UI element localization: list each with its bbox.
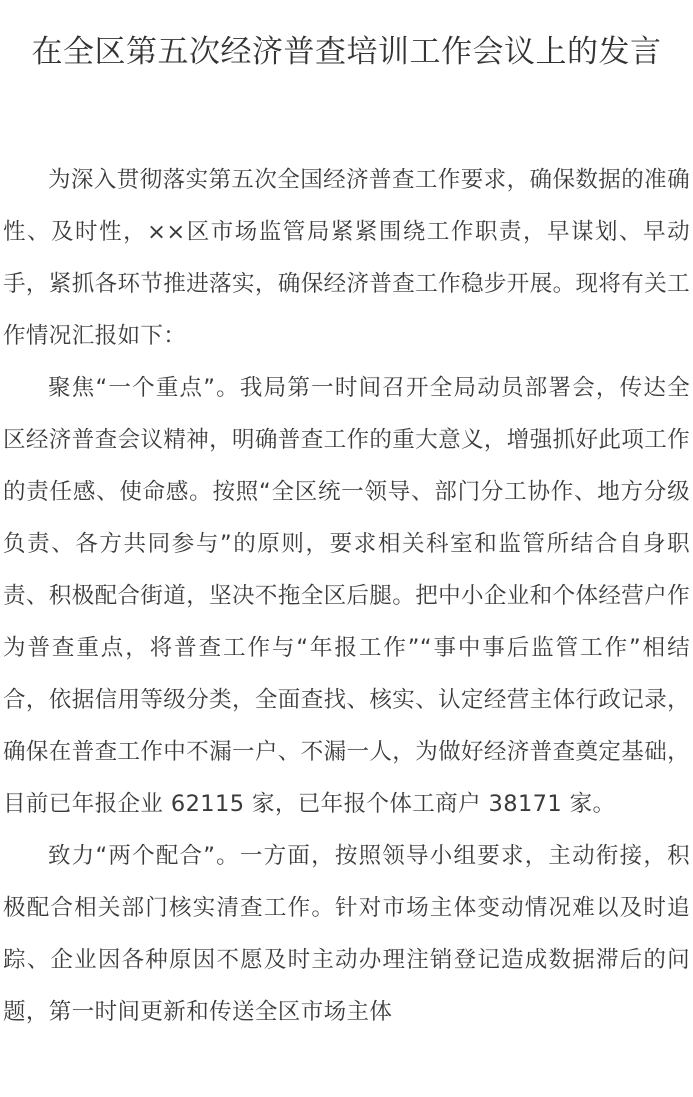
paragraph-one-focus: 聚焦“一个重点”。我局第一时间召开全局动员部署会，传达全区经济普查会议精神，明确普查工作的重大意义，增强抓好此项工作的责任感、使命感。按照“全区统一领导、部门分工协作、地方分级负责、各方共同参与”的原则，要求相关科室和监管所结合自身职责、积极配合街道，坚决不拖全区后腿。把中小企业和个体经营户作为普查重点，将普查工作与“年报工作”“事中事后监管工作”相结合，依据信用等级分类，全面查找、核实、认定经营主体行政记录，确保在普查工作中不漏一户、不漏一人，为做好经济普查奠定基础，目前已年报企业 62115 家，已年报个体工商户 38171 家。: [3, 375, 691, 817]
paragraph-two-cooperation: 致力“两个配合”。一方面，按照领导小组要求，主动衔接，积极配合相关部门核实清查工作。针对市场主体变动情况难以及时追踪、企业因各种原因不愿及时主动办理注销登记造成数据滞后的问题，第一时间更新和传送全区市场主体: [3, 843, 690, 1025]
paragraph-intro: 为深入贯彻落实第五次全国经济普查工作要求，确保数据的准确性、及时性，××区市场监管局紧紧围绕工作职责，早谋划、早动手，紧抓各环节推进落实，确保经济普查工作稳步开展。现将有关工作情况汇报如下：: [3, 167, 691, 349]
document-title: 在全区第五次经济普查培训工作会议上的发言: [31, 34, 662, 70]
